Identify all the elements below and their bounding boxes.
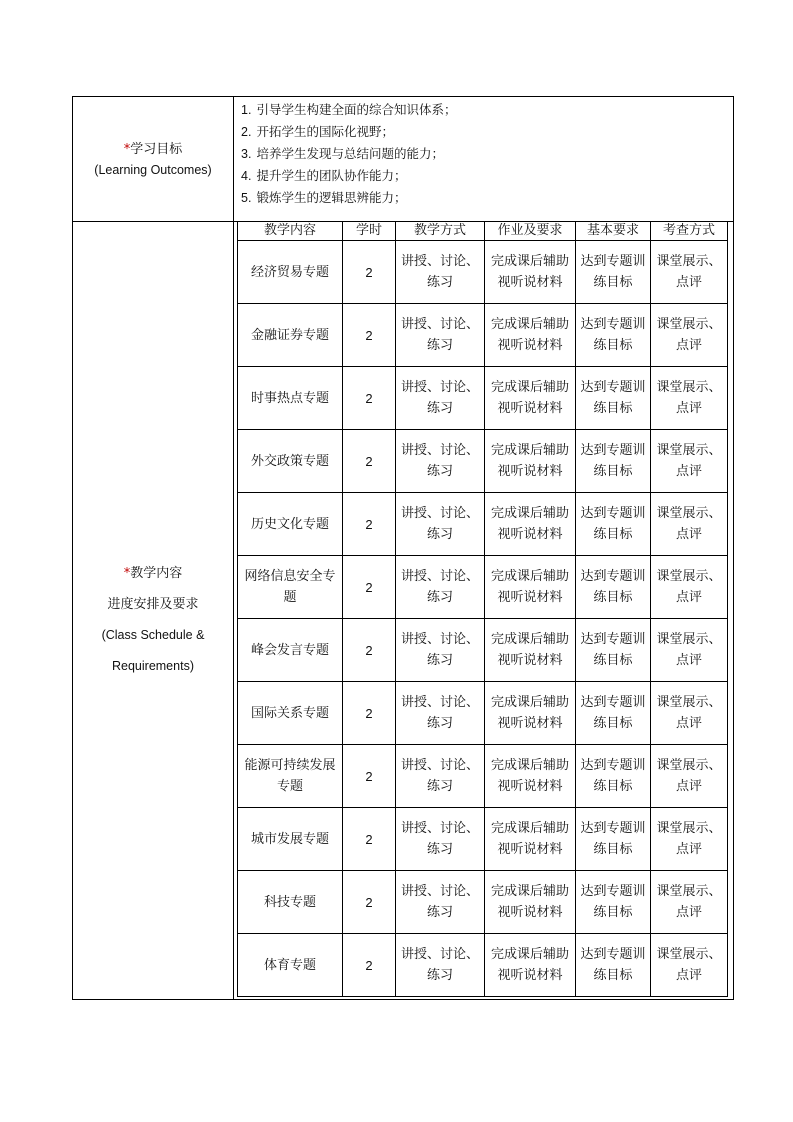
header-homework: 作业及要求 xyxy=(485,221,576,241)
table-row xyxy=(238,556,728,619)
table-row xyxy=(238,871,728,934)
cell-method: 讲授、讨论、练习 xyxy=(396,619,485,682)
cell-content: 体育专题 xyxy=(238,934,343,997)
learning-outcomes-title-en: (Learning Outcomes) xyxy=(94,163,212,177)
cell-assessment: 课堂展示、点评 xyxy=(651,556,728,619)
class-schedule-label xyxy=(73,558,233,682)
learning-outcome-item xyxy=(241,187,456,209)
cell-basic-requirement: 达到专题训练目标 xyxy=(576,493,651,556)
cell-assessment: 课堂展示、点评 xyxy=(651,493,728,556)
learning-outcome-number: 5. xyxy=(241,191,252,205)
cell-assessment: 课堂展示、点评 xyxy=(651,619,728,682)
cell-method: 讲授、讨论、练习 xyxy=(396,808,485,871)
cell-hours: 2 xyxy=(343,934,396,997)
cell-content: 峰会发言专题 xyxy=(238,619,343,682)
cell-method: 讲授、讨论、练习 xyxy=(396,493,485,556)
table-row xyxy=(238,808,728,871)
cell-homework: 完成课后辅助视听说材料 xyxy=(485,682,576,745)
learning-outcome-item xyxy=(241,143,456,165)
cell-method: 讲授、讨论、练习 xyxy=(396,367,485,430)
class-schedule-subtitle: 进度安排及要求 xyxy=(107,597,199,612)
cell-homework: 完成课后辅助视听说材料 xyxy=(485,808,576,871)
cell-basic-requirement: 达到专题训练目标 xyxy=(576,871,651,934)
class-schedule-table xyxy=(237,221,728,997)
cell-hours: 2 xyxy=(343,304,396,367)
header-content: 教学内容 xyxy=(238,221,343,241)
learning-outcome-text: 提升学生的团队协作能力； xyxy=(256,168,407,183)
learning-outcomes-label xyxy=(73,139,233,181)
cell-assessment: 课堂展示、点评 xyxy=(651,430,728,493)
cell-basic-requirement: 达到专题训练目标 xyxy=(576,619,651,682)
cell-basic-requirement: 达到专题训练目标 xyxy=(576,745,651,808)
learning-outcomes-list xyxy=(241,99,456,209)
cell-method: 讲授、讨论、练习 xyxy=(396,304,485,367)
header-basic-requirement: 基本要求 xyxy=(576,221,651,241)
cell-homework: 完成课后辅助视听说材料 xyxy=(485,745,576,808)
header-assessment: 考查方式 xyxy=(651,221,728,241)
table-row xyxy=(238,493,728,556)
cell-content: 经济贸易专题 xyxy=(238,241,343,304)
learning-outcome-text: 引导学生构建全面的综合知识体系； xyxy=(256,102,457,117)
cell-homework: 完成课后辅助视听说材料 xyxy=(485,556,576,619)
cell-basic-requirement: 达到专题训练目标 xyxy=(576,556,651,619)
cell-content: 城市发展专题 xyxy=(238,808,343,871)
cell-content: 历史文化专题 xyxy=(238,493,343,556)
cell-basic-requirement: 达到专题训练目标 xyxy=(576,682,651,745)
cell-hours: 2 xyxy=(343,871,396,934)
cell-basic-requirement: 达到专题训练目标 xyxy=(576,430,651,493)
column-divider xyxy=(233,97,234,999)
class-schedule-title-en-2: Requirements) xyxy=(112,659,194,673)
cell-basic-requirement: 达到专题训练目标 xyxy=(576,304,651,367)
cell-hours: 2 xyxy=(343,367,396,430)
cell-assessment: 课堂展示、点评 xyxy=(651,241,728,304)
table-row xyxy=(238,745,728,808)
cell-homework: 完成课后辅助视听说材料 xyxy=(485,871,576,934)
cell-content: 外交政策专题 xyxy=(238,430,343,493)
table-row xyxy=(238,619,728,682)
table-row xyxy=(238,682,728,745)
required-marker: * xyxy=(123,566,131,581)
cell-content: 科技专题 xyxy=(238,871,343,934)
header-method: 教学方式 xyxy=(396,221,485,241)
cell-homework: 完成课后辅助视听说材料 xyxy=(485,934,576,997)
cell-homework: 完成课后辅助视听说材料 xyxy=(485,430,576,493)
cell-hours: 2 xyxy=(343,241,396,304)
learning-outcome-number: 4. xyxy=(241,169,252,183)
cell-homework: 完成课后辅助视听说材料 xyxy=(485,304,576,367)
class-schedule-title-en-1: (Class Schedule & xyxy=(101,628,205,642)
cell-hours: 2 xyxy=(343,745,396,808)
header-hours: 学时 xyxy=(343,221,396,241)
cell-assessment: 课堂展示、点评 xyxy=(651,367,728,430)
cell-method: 讲授、讨论、练习 xyxy=(396,430,485,493)
cell-hours: 2 xyxy=(343,493,396,556)
cell-basic-requirement: 达到专题训练目标 xyxy=(576,934,651,997)
cell-method: 讲授、讨论、练习 xyxy=(396,241,485,304)
cell-method: 讲授、讨论、练习 xyxy=(396,682,485,745)
cell-basic-requirement: 达到专题训练目标 xyxy=(576,241,651,304)
course-info-table xyxy=(72,96,734,1000)
cell-content: 能源可持续发展专题 xyxy=(238,745,343,808)
cell-hours: 2 xyxy=(343,808,396,871)
cell-hours: 2 xyxy=(343,619,396,682)
table-row xyxy=(238,304,728,367)
cell-assessment: 课堂展示、点评 xyxy=(651,808,728,871)
learning-outcome-item xyxy=(241,165,456,187)
schedule-body xyxy=(238,241,728,997)
cell-hours: 2 xyxy=(343,556,396,619)
learning-outcome-item xyxy=(241,121,456,143)
learning-outcome-number: 2. xyxy=(241,125,252,139)
cell-homework: 完成课后辅助视听说材料 xyxy=(485,493,576,556)
cell-assessment: 课堂展示、点评 xyxy=(651,682,728,745)
cell-homework: 完成课后辅助视听说材料 xyxy=(485,367,576,430)
cell-method: 讲授、讨论、练习 xyxy=(396,745,485,808)
learning-outcome-text: 开拓学生的国际化视野； xyxy=(256,124,394,139)
table-row xyxy=(238,241,728,304)
cell-method: 讲授、讨论、练习 xyxy=(396,556,485,619)
cell-content: 国际关系专题 xyxy=(238,682,343,745)
cell-content: 网络信息安全专题 xyxy=(238,556,343,619)
cell-assessment: 课堂展示、点评 xyxy=(651,934,728,997)
table-row xyxy=(238,367,728,430)
table-row xyxy=(238,934,728,997)
learning-outcome-text: 锻炼学生的逻辑思辨能力； xyxy=(256,190,407,205)
learning-outcome-item xyxy=(241,99,456,121)
cell-content: 金融证券专题 xyxy=(238,304,343,367)
cell-assessment: 课堂展示、点评 xyxy=(651,745,728,808)
class-schedule-title: 教学内容 xyxy=(130,566,183,581)
required-marker: * xyxy=(123,142,131,157)
learning-outcome-number: 3. xyxy=(241,147,252,161)
learning-outcome-number: 1. xyxy=(241,103,252,117)
schedule-header-row xyxy=(238,221,728,241)
cell-hours: 2 xyxy=(343,682,396,745)
learning-outcome-text: 培养学生发现与总结问题的能力； xyxy=(256,146,444,161)
cell-method: 讲授、讨论、练习 xyxy=(396,934,485,997)
cell-content: 时事热点专题 xyxy=(238,367,343,430)
table-row xyxy=(238,430,728,493)
cell-basic-requirement: 达到专题训练目标 xyxy=(576,808,651,871)
cell-homework: 完成课后辅助视听说材料 xyxy=(485,619,576,682)
cell-hours: 2 xyxy=(343,430,396,493)
cell-basic-requirement: 达到专题训练目标 xyxy=(576,367,651,430)
cell-assessment: 课堂展示、点评 xyxy=(651,871,728,934)
cell-homework: 完成课后辅助视听说材料 xyxy=(485,241,576,304)
cell-assessment: 课堂展示、点评 xyxy=(651,304,728,367)
learning-outcomes-title: 学习目标 xyxy=(130,142,183,157)
cell-method: 讲授、讨论、练习 xyxy=(396,871,485,934)
